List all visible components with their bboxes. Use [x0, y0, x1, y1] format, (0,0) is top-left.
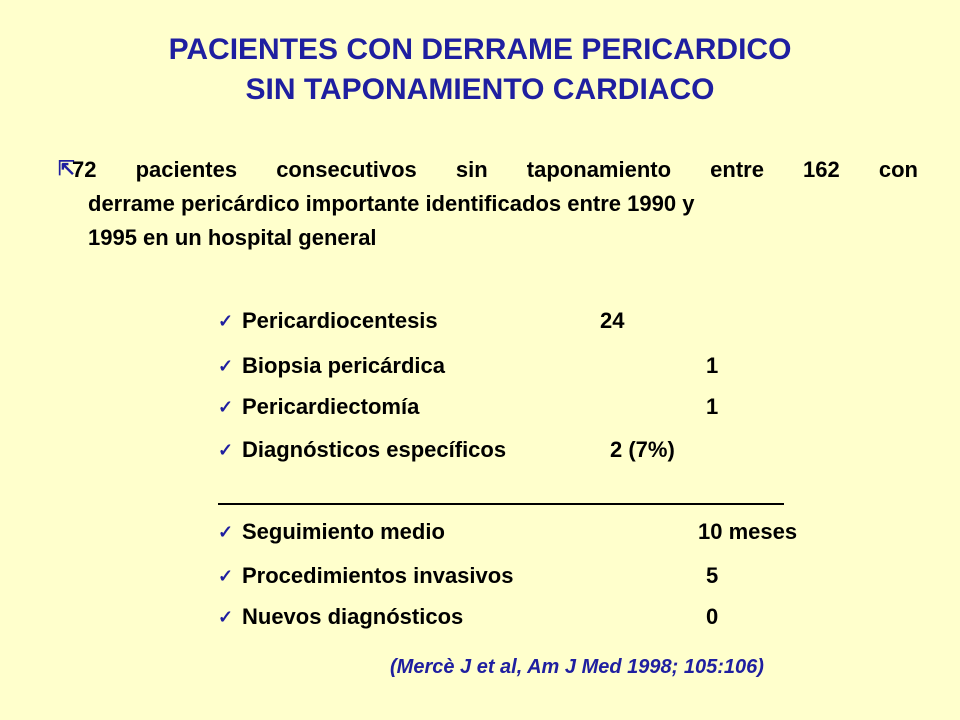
checkmark-icon: ✓	[218, 311, 234, 331]
item-value: 24	[600, 308, 625, 333]
checkmark-icon: ✓	[218, 566, 234, 586]
intro-line-2: derrame pericárdico importante identificados entre 1990 y	[88, 191, 695, 216]
citation: (Mercè J et al, Am J Med 1998; 105:106)	[390, 656, 764, 678]
item-label: Pericardiocentesis	[242, 308, 438, 333]
checkmark-icon: ✓	[218, 522, 234, 542]
item-value: 5	[706, 563, 719, 588]
title-line-2: SIN TAPONAMIENTO CARDIACO	[245, 73, 715, 106]
checkmark-icon: ✓	[218, 356, 234, 376]
item-value: 10 meses	[698, 519, 798, 544]
item-label: Procedimientos invasivos	[242, 563, 514, 588]
item-label: Diagnósticos específicos	[242, 437, 507, 462]
item-label: Biopsia pericárdica	[242, 353, 445, 378]
item-label: Seguimiento medio	[242, 519, 445, 544]
slide-title	[0, 30, 960, 110]
divider-rule	[218, 503, 784, 505]
title-line-1: PACIENTES CON DERRAME PERICARDICO	[168, 33, 792, 66]
item-value: 1	[706, 353, 719, 378]
checkmark-icon: ✓	[218, 397, 234, 417]
item-value: 0	[706, 604, 719, 629]
checkmark-icon: ✓	[218, 607, 234, 627]
intro-line-3: 1995 en un hospital general	[88, 225, 377, 250]
item-label: Pericardiectomía	[242, 394, 420, 419]
item-value: 2 (7%)	[610, 437, 675, 462]
intro-line-1: 72 pacientes consecutivos sin taponamiento entre 162 con	[72, 157, 918, 182]
checkmark-icon: ✓	[218, 440, 234, 460]
item-value: 1	[706, 394, 719, 419]
arrow-bullet-icon: ⇱	[58, 158, 75, 180]
item-label: Nuevos diagnósticos	[242, 604, 464, 629]
